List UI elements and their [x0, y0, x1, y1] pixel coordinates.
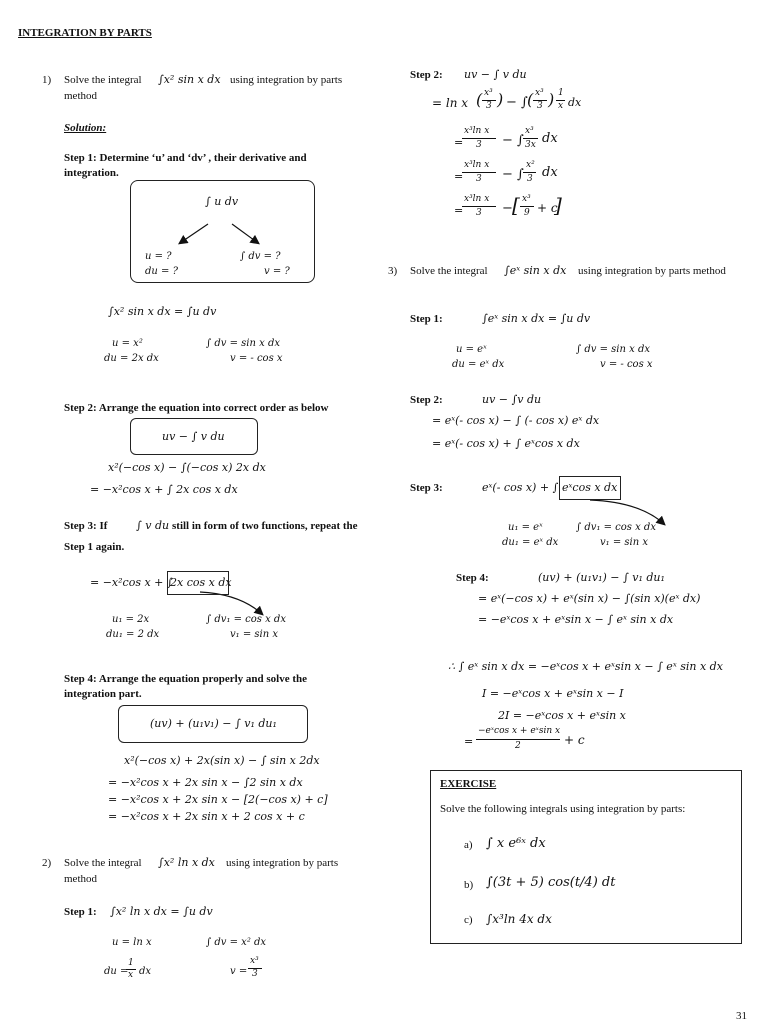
q2-l3-den: 3	[476, 174, 482, 184]
exercise-a-label: a)	[464, 839, 473, 851]
q2-du-num: 1	[128, 958, 134, 968]
q3-final-c: + c	[564, 733, 585, 747]
q3-step2-line2: = eˣ(- cos x) + ∫ eˣcos x dx	[432, 437, 580, 450]
q3-v1: v₁ = sin x	[600, 537, 648, 548]
q1-du: du = 2x dx	[104, 353, 159, 364]
q1-du1: du₁ = 2 dx	[106, 629, 160, 640]
q3-text: Solve the integral	[410, 265, 488, 277]
q2-v-label: v =	[230, 966, 248, 977]
q2-l4-bracket-close: ]	[554, 193, 562, 217]
q3-step2-eq: uv − ∫v du	[482, 393, 542, 406]
q1-integral: ∫x² sin x dx	[158, 73, 221, 86]
q2-l1-num: x³	[484, 88, 493, 98]
q1-step4-line2: = −x²cos x + 2x sin x − ∫2 sin x dx	[108, 776, 303, 789]
q3-u1: u₁ = eˣ	[508, 522, 543, 533]
q3-du1: du₁ = eˣ dx	[502, 537, 559, 548]
q1-tail2: method	[64, 90, 97, 102]
q2-l4-bar2	[520, 206, 534, 207]
q2-l1-paren-close: )	[497, 90, 504, 109]
q1-step4-title2: integration part.	[64, 688, 142, 700]
q1-text: Solve the integral	[64, 74, 142, 86]
q1-step3-title-b: ∫ v du	[136, 519, 170, 532]
q3-step4-label: Step 4:	[456, 572, 489, 584]
q2-du-den: x	[128, 970, 134, 980]
q2-u: u = ln x	[112, 937, 152, 948]
q2-l4-den: 3	[476, 208, 482, 218]
q1-step1-title: Step 1: Determine ‘u’ and ‘dv’ , their derivative and	[64, 152, 307, 164]
q3-final-den: 2	[515, 741, 521, 751]
q1-dv1: ∫ dv₁ = cos x dx	[206, 614, 286, 625]
q3-step4-eq: (uv) + (u₁v₁) − ∫ v₁ du₁	[538, 571, 665, 584]
q3-final-line4-eq: =	[464, 735, 474, 748]
q1-step2-formula: uv − ∫ v du	[162, 430, 225, 443]
q2-l2-num: x³ln x	[464, 126, 490, 136]
q2-l1-num3: 1	[558, 88, 564, 98]
q1-u: u = x²	[112, 338, 143, 349]
q2-l3-eq: =	[454, 170, 464, 183]
q3-integral: ∫eˣ sin x dx	[504, 264, 567, 277]
exercise-c-label: c)	[464, 914, 473, 926]
q2-l4-c: + c	[537, 201, 558, 215]
exercise-a-expr: ∫ x e⁶ˣ dx	[486, 836, 546, 851]
q2-integral: ∫x² ln x dx	[158, 856, 215, 869]
q2-l4-num2: x³	[522, 194, 531, 204]
q2-l1-paren-open: (	[476, 90, 483, 109]
q3-dv: ∫ dv = sin x dx	[576, 344, 650, 355]
q3-number: 3)	[388, 265, 398, 277]
q1-eq1: ∫x² sin x dx = ∫u dv	[108, 305, 217, 318]
q3-step4-line1: = eˣ(−cos x) + eˣ(sin x) − ∫(sin x)(eˣ dx)	[478, 592, 701, 605]
q2-tail2: method	[64, 873, 97, 885]
q2-v-den: 3	[252, 969, 258, 979]
q2-l1-paren2-open: (	[527, 90, 534, 109]
page-title: INTEGRATION BY PARTS	[18, 27, 152, 39]
q2-du-label: du =	[104, 966, 129, 977]
q2-l2-dx: dx	[542, 131, 558, 146]
q3-final-num: −eˣcos x + eˣsin x	[478, 726, 561, 736]
q2-l4-num: x³ln x	[464, 194, 490, 204]
q2-l1-a: = ln x	[432, 96, 469, 110]
q2-l1-paren2-close: )	[548, 90, 555, 109]
q2-l2-num2: x³	[525, 126, 534, 136]
q2-l3-bar2	[523, 172, 536, 173]
q3-dv1: ∫ dv₁ = cos x dx	[576, 522, 656, 533]
q1-v1: v₁ = sin x	[230, 629, 278, 640]
q1-solution-label: Solution:	[64, 122, 107, 134]
q2-dv: ∫ dv = x² dx	[206, 937, 267, 948]
q2-step1-label: Step 1:	[64, 906, 97, 918]
diagram-top: ∫ u dv	[205, 195, 239, 208]
q3-step1-eq: ∫eˣ sin x dx = ∫u dv	[482, 312, 591, 325]
q2-du-dx: dx	[139, 966, 152, 977]
diagram-u: u = ?	[145, 251, 172, 262]
q3-final-line1: ∴ ∫ eˣ sin x dx = −eˣcos x + eˣsin x − ∫ eˣ sin x dx	[448, 660, 723, 673]
q2-step2-label: Step 2:	[410, 69, 443, 81]
exercise-b-label: b)	[464, 879, 474, 891]
q1-number: 1)	[42, 74, 52, 86]
exercise-b-expr: ∫(3t + 5) cos(t/4) dt	[486, 875, 616, 890]
q1-v: v = - cos x	[230, 353, 283, 364]
q2-l4-bar	[462, 206, 496, 207]
q1-step2-line1: x²(−cos x) − ∫(−cos x) 2x dx	[108, 461, 266, 474]
q3-step1-label: Step 1:	[410, 313, 443, 325]
q1-step2-title: Step 2: Arrange the equation into correct order as below	[64, 402, 329, 414]
q3-step3-eq-boxed: eˣcos x dx	[562, 481, 618, 494]
q2-v-num: x³	[250, 956, 259, 966]
q2-l3-den2: 3	[527, 174, 533, 184]
q1-step3-title-a: Step 3: If	[64, 520, 108, 532]
q1-step4-title: Step 4: Arrange the equation properly and solve the	[64, 673, 308, 685]
q3-u: u = eˣ	[456, 344, 487, 355]
q2-l4-bracket-open: [	[512, 193, 520, 217]
diagram-dv: ∫ dv = ?	[240, 251, 281, 262]
q3-step2-label: Step 2:	[410, 394, 443, 406]
q1-step4-formula: (uv) + (u₁v₁) − ∫ v₁ du₁	[150, 717, 277, 730]
exercise-intro: Solve the following integrals using integration by parts:	[440, 803, 686, 815]
q1-step3-eq: = −x²cos x + ∫	[90, 576, 173, 589]
q1-u1: u₁ = 2x	[112, 614, 150, 625]
q2-l2-eq: =	[454, 136, 464, 149]
page-number: 31	[736, 1010, 747, 1022]
exercise-box	[430, 770, 742, 944]
q2-l3-num2: x²	[526, 160, 535, 170]
q3-step4-line2: = −eˣcos x + eˣsin x − ∫ eˣ sin x dx	[478, 613, 674, 626]
q2-l3-b: − ∫	[502, 167, 524, 182]
q2-l1-dx: dx	[568, 96, 582, 109]
q2-l3-bar	[462, 172, 496, 173]
q3-final-line3: 2I = −eˣcos x + eˣsin x	[498, 709, 626, 722]
exercise-c-expr: ∫x³ln 4x dx	[486, 912, 552, 926]
q1-step4-line1: x²(−cos x) + 2x(sin x) − ∫ sin x 2dx	[124, 754, 320, 767]
q2-l1-den3: x	[558, 101, 564, 111]
q1-step2-line2: = −x²cos x + ∫ 2x cos x dx	[90, 483, 238, 496]
q3-step3-label: Step 3:	[410, 482, 443, 494]
q1-step4-line4: = −x²cos x + 2x sin x + 2 cos x + c	[108, 810, 305, 823]
q3-final-bar	[476, 739, 560, 740]
q3-tail: using integration by parts method	[578, 265, 726, 277]
diagram-du: du = ?	[145, 266, 178, 277]
q2-l4-b: −	[502, 201, 513, 216]
q1-step3-eq-boxed: 2x cos x dx	[170, 576, 232, 589]
q3-step3-eq: eˣ(- cos x) + ∫	[482, 481, 559, 494]
q2-tail: using integration by parts	[226, 857, 339, 869]
q1-step3-title-c: still in form of two functions, repeat the	[172, 520, 358, 532]
q2-l3-dx: dx	[542, 165, 558, 180]
q2-l2-den: 3	[476, 140, 482, 150]
q2-l1-den2: 3	[537, 101, 543, 111]
q2-l4-den2: 9	[524, 208, 530, 218]
q2-l2-bar2	[523, 138, 538, 139]
q2-l2-den2: 3x	[525, 140, 536, 150]
q2-step1-eq: ∫x² ln x dx = ∫u dv	[110, 905, 213, 918]
q2-l1-den: 3	[486, 101, 492, 111]
q1-dv: ∫ dv = sin x dx	[206, 338, 280, 349]
q2-l1-num2: x³	[535, 88, 544, 98]
q1-tail: using integration by parts	[230, 74, 343, 86]
exercise-title: EXERCISE	[440, 778, 497, 790]
q2-l4-eq: =	[454, 204, 464, 217]
q3-final-line2: I = −eˣcos x + eˣsin x − I	[482, 687, 624, 700]
q1-step3-title2: Step 1 again.	[64, 541, 125, 553]
q2-number: 2)	[42, 857, 52, 869]
diagram-v: v = ?	[264, 266, 290, 277]
q3-step2-line1: = eˣ(- cos x) − ∫ (- cos x) eˣ dx	[432, 414, 600, 427]
q1-step1-title2: integration.	[64, 167, 119, 179]
q2-l1-b: − ∫	[506, 95, 528, 110]
q2-l2-bar	[462, 138, 496, 139]
q3-v: v = - cos x	[600, 359, 653, 370]
q2-l3-num: x³ln x	[464, 160, 490, 170]
q2-step2-eq: uv − ∫ v du	[464, 68, 527, 81]
q3-du: du = eˣ dx	[452, 359, 505, 370]
q2-text: Solve the integral	[64, 857, 142, 869]
q2-l2-b: − ∫	[502, 133, 524, 148]
q1-step4-line3: = −x²cos x + 2x sin x − [2(−cos x) + c]	[108, 793, 328, 806]
